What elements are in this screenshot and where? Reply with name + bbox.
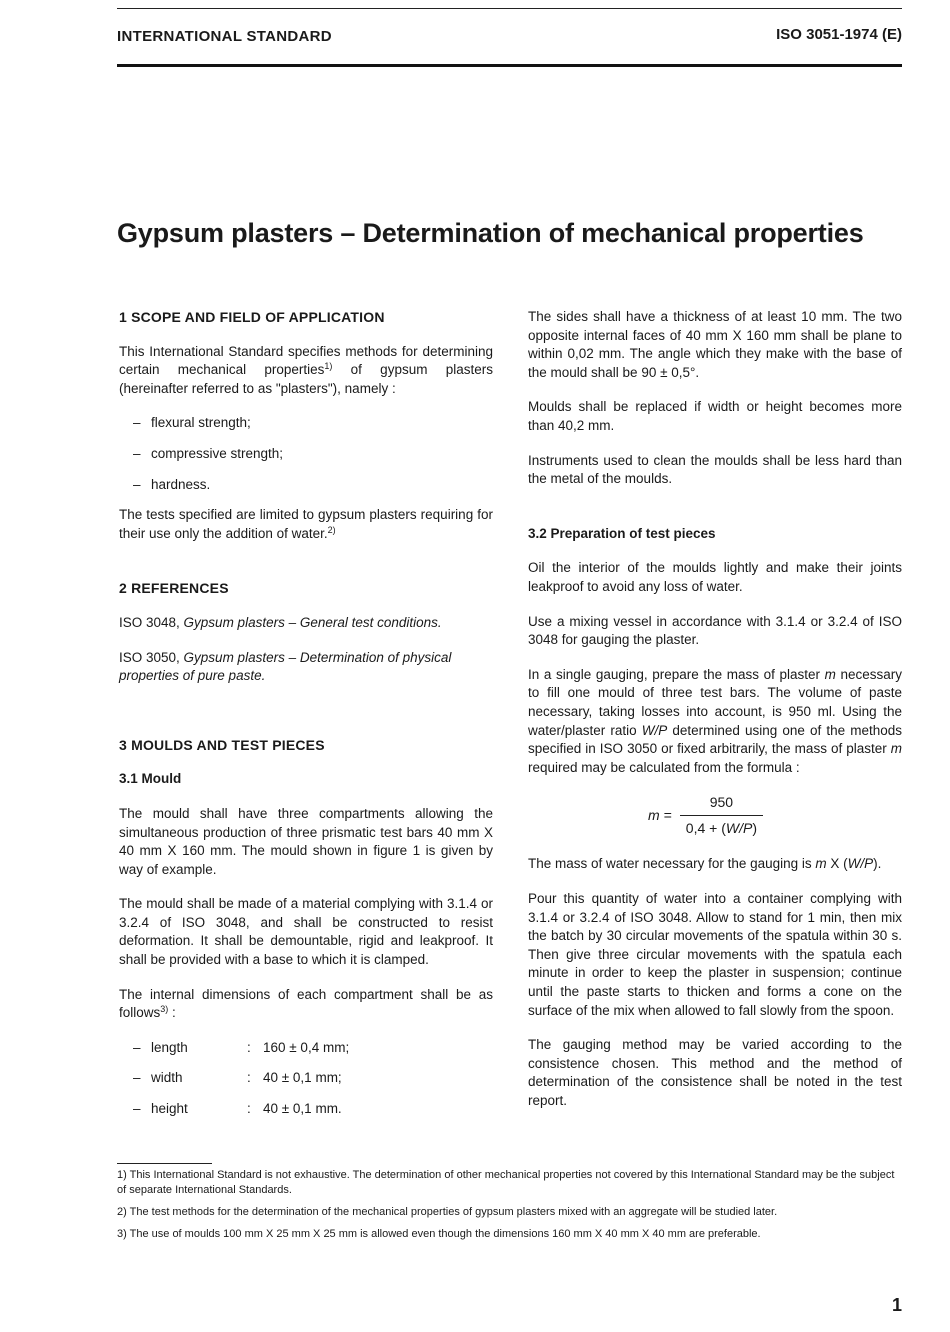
gauging-paragraph xyxy=(528,666,902,778)
footnote-2: 2) The test methods for the determination of the mechanical properties of gypsum plasters mixed with an aggregate will be studied later. xyxy=(117,1206,778,1218)
dimension-name: length xyxy=(151,1039,188,1055)
gauging-text-b: necessary to fill one mould of three test bars. The volume of paste necessary, taking losses into account, is 950 ml. Using the water/plaster ratio xyxy=(528,666,902,738)
reference-title: Gypsum plasters – General test conditions. xyxy=(183,614,442,630)
dimensions-intro: The internal dimensions of each compartment shall be as follows xyxy=(119,986,493,1021)
denominator-text-b: ) xyxy=(752,819,758,836)
gauging-method-paragraph: The gauging method may be varied according to the consistence chosen. This method and the method of determination of the consistence shall be noted in the test report. xyxy=(528,1037,902,1108)
footnote-ref-3: 3) xyxy=(160,1004,169,1015)
list-item xyxy=(119,1100,493,1119)
water-mass-text-b: X ( xyxy=(826,856,848,872)
dimension-colon: : xyxy=(247,1039,251,1055)
mould-paragraph-1: The mould shall have three compartments allowing the simultaneous production of three prismatic test bars 40 mm X 40 mm X 160 mm. The mould shown in figure 1 is given by way of example. xyxy=(119,805,493,877)
footnotes xyxy=(117,1168,902,1249)
reference-iso-3050 xyxy=(119,649,493,686)
dimension-value: 160 ± 0,4 mm; xyxy=(263,1039,350,1055)
symbol-m: m xyxy=(815,856,827,872)
top-rule xyxy=(117,8,902,9)
gauging-text-c: determined using one of the methods specified in ISO 3050 or fixed arbitrarily, the mass of plaster xyxy=(528,722,902,757)
list-item xyxy=(119,1039,493,1058)
dash-bullet: – xyxy=(133,476,141,492)
reference-title: Gypsum plasters – Determination of physical properties of pure paste. xyxy=(119,649,452,684)
section-1-heading: 1 SCOPE AND FIELD OF APPLICATION xyxy=(119,309,385,325)
section-2-heading: 2 REFERENCES xyxy=(119,580,229,597)
gauging-text-d: required may be calculated from the formula : xyxy=(528,759,800,775)
water-mass-text-a: The mass of water necessary for the gauging is xyxy=(528,856,816,872)
symbol-wp: W/P xyxy=(725,819,753,836)
symbol-wp: W/P xyxy=(847,856,874,872)
scope-text-a: This International Standard specifies methods for determining certain mechanical properties xyxy=(119,343,493,378)
list-item-text: compressive strength; xyxy=(151,445,284,461)
dash-bullet: – xyxy=(133,415,141,431)
dash-bullet: – xyxy=(133,1070,141,1086)
oil-paragraph: Oil the interior of the moulds lightly and make their joints leakproof to avoid any loss of water. xyxy=(528,560,902,594)
section-3-1-heading: 3.1 Mould xyxy=(119,771,182,787)
list-item xyxy=(119,414,493,433)
formula-numerator: 950 xyxy=(680,793,763,816)
denominator-text-a: 0,4 + ( xyxy=(685,819,726,836)
tests-limited-text: The tests specified are limited to gypsum plasters requiring for their use only the addition of water. xyxy=(119,507,493,541)
footnote-1: 1) This International Standard is not exhaustive. The determination of other mechanical properties not covered by this International Standard may be the subject of separate International Standards. xyxy=(117,1169,895,1196)
sides-paragraph: The sides shall have a thickness of at least 10 mm. The two opposite internal faces of 40 mm X 160 mm shall be plane to within 0,02 mm. The angle which they make with the base of the mould shall be 90 ± 0,5°. xyxy=(528,309,902,380)
water-mass-paragraph xyxy=(528,855,902,874)
dimension-name: width xyxy=(151,1070,183,1086)
dash-bullet: – xyxy=(133,1101,141,1117)
footnote-3: 3) The use of moulds 100 mm X 25 mm X 25 mm is allowed even though the dimensions 160 mm X 40 mm X 40 mm are preferable. xyxy=(117,1228,761,1240)
symbol-wp: W/P xyxy=(641,722,668,738)
reference-code: ISO 3050, xyxy=(119,649,184,665)
footnote-ref-1: 1) xyxy=(324,361,333,372)
scope-paragraph xyxy=(119,343,493,399)
gauging-text-a: In a single gauging, prepare the mass of plaster xyxy=(528,666,825,682)
dimension-colon: : xyxy=(247,1070,251,1086)
dash-bullet: – xyxy=(133,445,141,461)
list-item xyxy=(119,445,493,464)
formula-denominator xyxy=(686,816,757,838)
dimension-value: 40 ± 0,1 mm; xyxy=(263,1070,342,1086)
formula-lhs: m = xyxy=(648,807,672,824)
standard-number: ISO 3051-1974 (E) xyxy=(776,26,902,43)
mixing-vessel-paragraph: Use a mixing vessel in accordance with 3.1.4 or 3.2.4 of ISO 3048 for gauging the plaster. xyxy=(528,613,902,648)
replacement-paragraph: Moulds shall be replaced if width or height becomes more than 40,2 mm. xyxy=(528,399,902,433)
page-number: 1 xyxy=(891,1295,902,1315)
dimensions-intro-colon: : xyxy=(168,1005,176,1021)
reference-iso-3048 xyxy=(119,614,493,633)
section-3-2-heading: 3.2 Preparation of test pieces xyxy=(528,525,716,541)
dimension-name: height xyxy=(151,1101,188,1117)
right-column xyxy=(528,308,902,1127)
list-item xyxy=(119,476,493,495)
list-item-text: flexural strength; xyxy=(151,415,251,431)
formula-fraction xyxy=(680,793,763,837)
symbol-m: m xyxy=(890,741,902,757)
water-mass-text-c: ). xyxy=(873,856,882,872)
standard-type-label: INTERNATIONAL STANDARD xyxy=(117,28,332,45)
footnote-ref-2: 2) xyxy=(327,524,336,535)
list-item-text: hardness. xyxy=(151,476,211,492)
instruments-paragraph: Instruments used to clean the moulds shall be less hard than the metal of the moulds. xyxy=(528,452,902,487)
section-3-heading: 3 MOULDS AND TEST PIECES xyxy=(119,736,325,753)
header-rule xyxy=(117,64,902,67)
footnote-rule xyxy=(117,1163,212,1164)
page-title: Gypsum plasters – Determination of mechanical properties xyxy=(117,218,864,248)
dash-bullet: – xyxy=(133,1039,141,1055)
symbol-m: m xyxy=(824,666,836,682)
left-column xyxy=(119,308,493,1131)
list-item xyxy=(119,1069,493,1088)
properties-list xyxy=(119,414,493,494)
mould-paragraph-2: The mould shall be made of a material complying with 3.1.4 or 3.2.4 of ISO 3048, and shall be constructed to resist deformation. It shall be demountable, rigid and leakproof. It shall be provided with a base to which it is clamped. xyxy=(119,896,493,968)
tests-limited-paragraph xyxy=(119,506,493,543)
dimension-colon: : xyxy=(247,1101,251,1117)
dimension-value: 40 ± 0,1 mm. xyxy=(263,1101,342,1117)
pour-paragraph: Pour this quantity of water into a container complying with 3.1.4 or 3.2.4 of ISO 3048. Allow to stand for 1 min, then mix the batch by 30 circular movements of the spatula within 30 s. Then give three circular movements with the spatula each minute in order to keep the plaster in suspension; continue until the paste starts to thicken and forms a cone on the surface of the mix when allowed to fall slowly from the spoon. xyxy=(528,891,902,1018)
mould-paragraph-3 xyxy=(119,986,493,1023)
dimensions-list xyxy=(119,1039,493,1119)
reference-code: ISO 3048, xyxy=(119,614,184,630)
mass-formula xyxy=(648,793,902,837)
scope-text-b: of gypsum plasters (hereinafter referred to as "plasters"), namely : xyxy=(119,362,493,396)
